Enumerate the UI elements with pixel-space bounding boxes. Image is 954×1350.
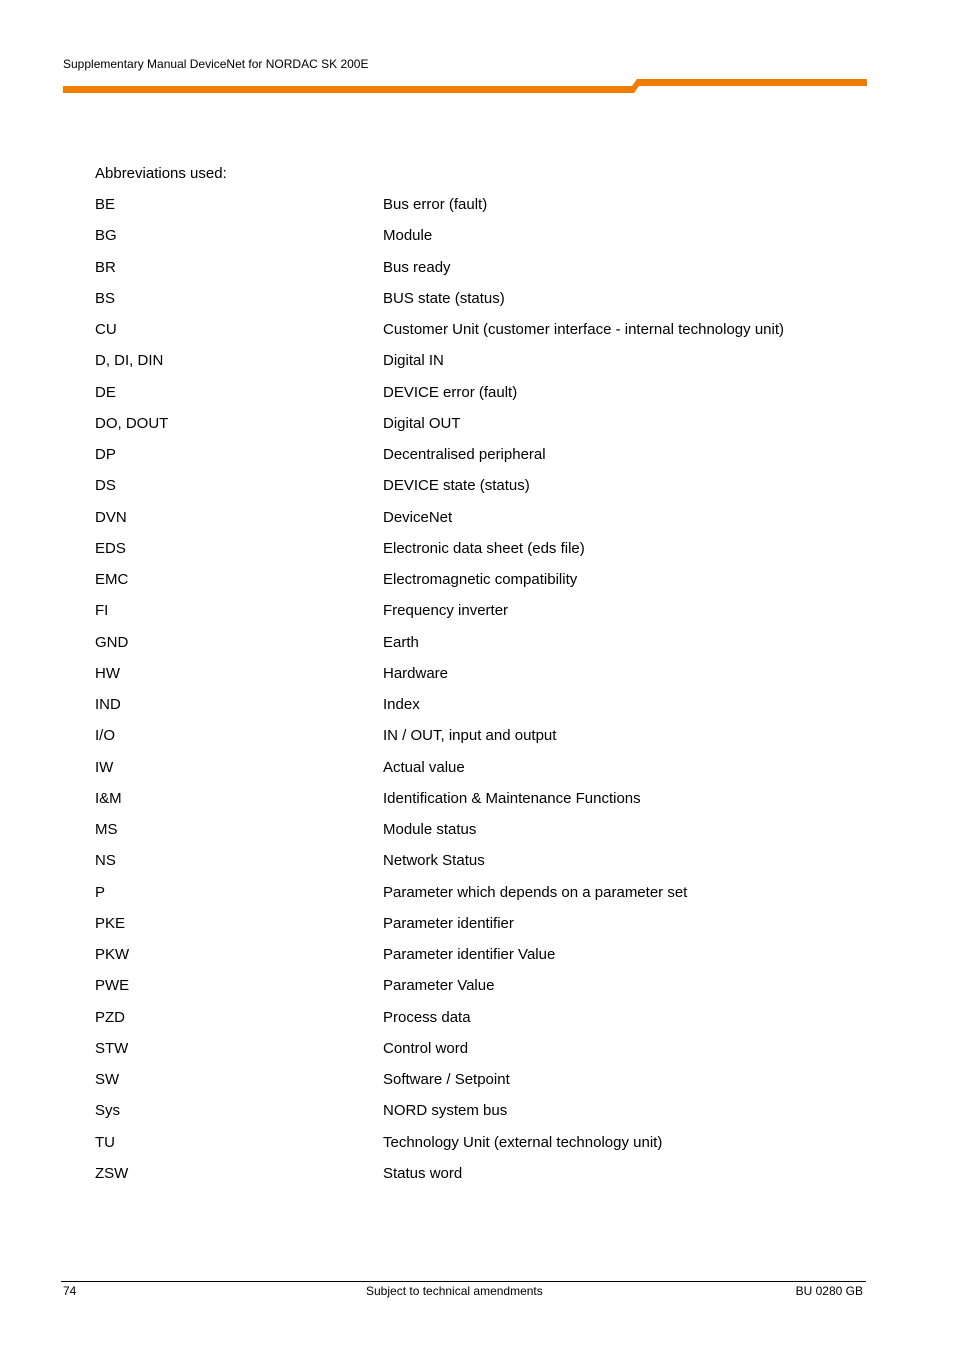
abbreviation-definition: Bus error (fault) <box>383 196 488 213</box>
abbreviation-row <box>95 227 855 258</box>
abbreviation-row <box>95 477 855 508</box>
abbreviation-term: D, DI, DIN <box>95 352 164 370</box>
abbreviation-definition: Software / Setpoint <box>383 1071 510 1088</box>
abbreviation-definition: Earth <box>383 633 419 651</box>
abbreviation-row <box>95 884 855 915</box>
footer-notice: Subject to technical amendments <box>366 1284 543 1298</box>
abbreviation-term: NS <box>95 852 116 870</box>
abbreviation-row <box>95 977 855 1008</box>
abbreviation-term: SW <box>95 1071 120 1088</box>
abbreviation-term: PWE <box>95 977 130 995</box>
abbreviation-term: CU <box>95 321 117 338</box>
abbreviation-term: Sys <box>95 1102 121 1120</box>
abbreviation-definition: Module status <box>383 821 477 838</box>
abbreviation-term: DO, DOUT <box>95 414 169 432</box>
abbreviation-definition: Status word <box>383 1164 463 1182</box>
abbreviation-definition: Decentralised peripheral <box>383 446 546 463</box>
abbreviation-row <box>95 759 855 790</box>
abbreviation-row <box>95 1134 855 1165</box>
abbreviation-definition: Index <box>383 696 420 713</box>
abbreviation-row <box>95 540 855 571</box>
abbreviation-term: TU <box>95 1133 115 1151</box>
abbreviation-row <box>95 665 855 696</box>
abbreviation-term: P <box>95 883 106 901</box>
abbreviation-term: IW <box>95 758 114 776</box>
abbreviation-row <box>95 602 855 633</box>
abbreviation-term: DVN <box>95 508 127 526</box>
abbreviation-term: BS <box>95 289 116 307</box>
abbreviation-row <box>95 259 855 290</box>
abbreviation-definition: Parameter identifier <box>383 914 514 932</box>
abbreviation-term: DE <box>95 383 116 401</box>
abbreviation-row <box>95 1040 855 1071</box>
header-accent-bar <box>63 77 867 95</box>
abbreviation-row <box>95 384 855 415</box>
abbreviation-definition: Digital OUT <box>383 414 461 432</box>
abbreviation-definition: Actual value <box>383 758 465 776</box>
abbreviation-definition: NORD system bus <box>383 1102 508 1120</box>
abbreviation-row <box>95 446 855 477</box>
abbreviation-definition: DEVICE state (status) <box>383 477 530 495</box>
section-heading: Abbreviations used: <box>95 165 227 182</box>
abbreviation-definition: Customer Unit (customer interface - internal technology unit) <box>383 321 785 338</box>
abbreviation-definition: Frequency inverter <box>383 602 509 620</box>
document-id: BU 0280 GB <box>795 1284 863 1298</box>
abbreviation-term: EMC <box>95 571 129 588</box>
abbreviation-definition: DeviceNet <box>383 508 453 526</box>
abbreviation-row <box>95 196 855 227</box>
abbreviation-term: GND <box>95 633 129 651</box>
abbreviation-row <box>95 696 855 727</box>
abbreviation-definition: Parameter which depends on a parameter set <box>383 883 688 901</box>
abbreviation-row <box>95 1071 855 1102</box>
abbreviation-row <box>95 321 855 352</box>
abbreviation-row <box>95 915 855 946</box>
abbreviation-definition: Identification & Maintenance Functions <box>383 789 641 807</box>
abbreviation-row <box>95 634 855 665</box>
abbreviation-definition: BUS state (status) <box>383 289 505 307</box>
abbreviation-term: MS <box>95 821 118 838</box>
abbreviation-term: IND <box>95 696 121 713</box>
abbreviation-row <box>95 1165 855 1196</box>
abbreviation-term: DP <box>95 446 116 463</box>
abbreviation-term: PKE <box>95 914 126 932</box>
abbreviation-term: HW <box>95 664 120 682</box>
abbreviation-term: PZD <box>95 1008 125 1026</box>
abbreviation-term: BE <box>95 196 116 213</box>
abbreviation-definition: DEVICE error (fault) <box>383 383 518 401</box>
page-number: 74 <box>63 1284 77 1298</box>
abbreviation-term: PKW <box>95 946 130 963</box>
abbreviation-definition: Electronic data sheet (eds file) <box>383 539 585 557</box>
abbreviation-row <box>95 1009 855 1040</box>
abbreviation-term: I&M <box>95 789 122 807</box>
abbreviation-row <box>95 415 855 446</box>
abbreviation-term: I/O <box>95 727 116 745</box>
abbreviation-row <box>95 821 855 852</box>
abbreviation-row <box>95 571 855 602</box>
abbreviation-definition: Electromagnetic compatibility <box>383 571 578 588</box>
abbreviation-row <box>95 946 855 977</box>
abbreviation-term: BR <box>95 258 116 276</box>
abbreviation-row <box>95 290 855 321</box>
abbreviation-term: STW <box>95 1039 129 1057</box>
abbreviation-row <box>95 1102 855 1133</box>
abbreviation-definition: Hardware <box>383 664 449 682</box>
abbreviation-definition: Parameter Value <box>383 977 495 995</box>
abbreviation-definition: Network Status <box>383 852 485 870</box>
abbreviation-row <box>95 790 855 821</box>
abbreviation-definition: Bus ready <box>383 258 451 276</box>
accent-bar-shape <box>63 79 867 93</box>
abbreviation-definition: Process data <box>383 1008 471 1026</box>
abbreviation-term: FI <box>95 602 109 620</box>
abbreviation-definition: Digital IN <box>383 352 444 370</box>
abbreviation-row <box>95 852 855 883</box>
footer-divider <box>61 1281 866 1282</box>
abbreviation-definition: Control word <box>383 1039 469 1057</box>
abbreviation-row <box>95 727 855 758</box>
abbreviation-list <box>95 196 855 1196</box>
abbreviation-definition: IN / OUT, input and output <box>383 727 557 745</box>
abbreviation-term: DS <box>95 477 116 495</box>
header-title: Supplementary Manual DeviceNet for NORDAC SK 200E <box>63 57 369 71</box>
abbreviation-term: BG <box>95 227 117 245</box>
abbreviation-definition: Technology Unit (external technology unit) <box>383 1133 663 1151</box>
abbreviation-row <box>95 509 855 540</box>
abbreviation-definition: Module <box>383 227 433 245</box>
abbreviation-row <box>95 352 855 383</box>
abbreviation-term: EDS <box>95 539 126 557</box>
abbreviation-definition: Parameter identifier Value <box>383 946 556 963</box>
abbreviation-term: ZSW <box>95 1164 129 1182</box>
